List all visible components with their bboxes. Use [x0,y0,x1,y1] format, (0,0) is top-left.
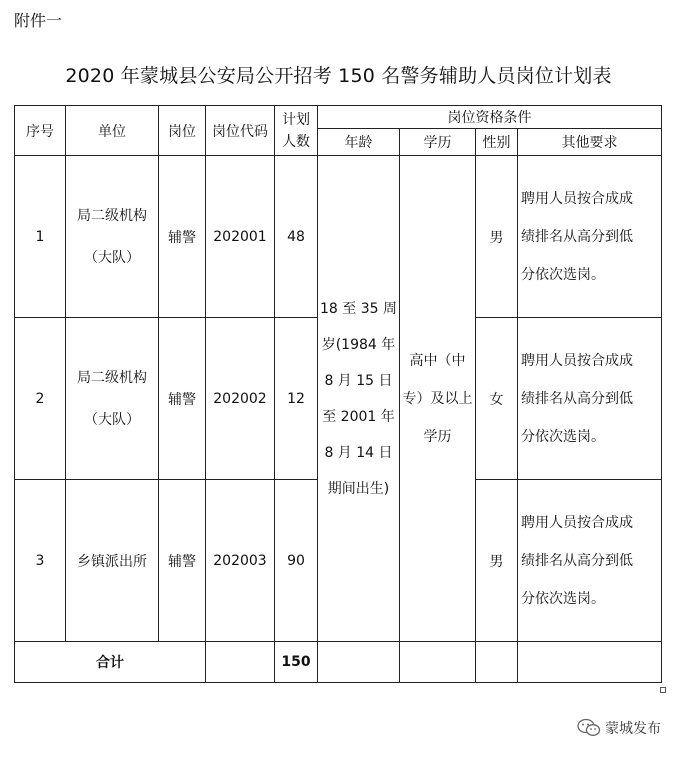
cell-gender: 女 [476,318,518,480]
header-count-line1: 计划 [282,111,310,128]
total-empty [400,642,476,683]
table-row [15,156,662,318]
other-line: 分依次选岗。 [521,266,605,283]
cell-unit [66,480,159,642]
cell-seq: 3 [15,480,66,642]
cell-unit-line1: 乡镇派出所 [77,553,147,570]
position-plan-table [14,105,662,683]
cell-unit-line1: 局二级机构 [77,369,147,386]
cell-code: 202003 [206,480,275,642]
education-line: 高中（中 [409,352,466,369]
cell-other [518,156,662,318]
header-education: 学历 [400,129,476,156]
other-line: 聘用人员按合成成 [521,514,633,531]
total-empty [476,642,518,683]
cell-unit [66,318,159,480]
header-count [275,106,318,156]
cell-code: 202001 [206,156,275,318]
header-gender: 性别 [476,129,518,156]
header-seq: 序号 [15,106,66,156]
cell-unit-line1: 局二级机构 [77,207,147,224]
header-age: 年龄 [318,129,400,156]
cell-count: 12 [275,318,318,480]
cell-unit-line2: （大队） [84,411,140,428]
total-empty [206,642,275,683]
attachment-label: 附件一 [14,11,63,30]
other-line: 聘用人员按合成成 [521,352,633,369]
header-count-line2: 人数 [282,133,310,150]
cell-other [518,318,662,480]
table-resize-handle [660,687,666,693]
total-empty [518,642,662,683]
age-line: 期间出生) [327,480,390,497]
age-line: 8 月 14 日 [324,444,393,461]
cell-unit [66,156,159,318]
cell-other [518,480,662,642]
cell-count: 90 [275,480,318,642]
header-code: 岗位代码 [206,106,275,156]
other-line: 绩排名从高分到低 [521,552,633,569]
total-label: 合计 [15,642,206,683]
cell-post: 辅警 [159,318,206,480]
header-other: 其他要求 [518,129,662,156]
cell-count: 48 [275,156,318,318]
other-line: 分依次选岗。 [521,428,605,445]
cell-code: 202002 [206,318,275,480]
cell-gender: 男 [476,156,518,318]
cell-seq: 1 [15,156,66,318]
cell-unit-line2: （大队） [84,249,140,266]
cell-post: 辅警 [159,480,206,642]
total-row [15,642,662,683]
cell-post: 辅警 [159,156,206,318]
other-line: 分依次选岗。 [521,590,605,607]
page-title: 2020 年蒙城县公安局公开招考 150 名警务辅助人员岗位计划表 [65,65,612,87]
total-empty [318,642,400,683]
other-line: 绩排名从高分到低 [521,228,633,245]
header-post: 岗位 [159,106,206,156]
education-line: 学历 [423,428,452,445]
other-line: 聘用人员按合成成 [521,190,633,207]
age-line: 8 月 15 日 [324,372,393,389]
wechat-icon [577,718,601,738]
cell-age [318,156,400,642]
header-unit: 单位 [66,106,159,156]
total-count: 150 [275,642,318,683]
cell-education [400,156,476,642]
age-line: 岁(1984 年 [321,336,396,353]
age-line: 至 2001 年 [322,408,395,425]
header-qualifications: 岗位资格条件 [318,106,662,129]
education-line: 专）及以上 [402,390,473,407]
cell-seq: 2 [15,318,66,480]
age-line: 18 至 35 周 [320,300,397,317]
other-line: 绩排名从高分到低 [521,390,633,407]
watermark-text: 蒙城发布 [605,721,661,737]
cell-gender: 男 [476,480,518,642]
watermark [577,718,661,738]
